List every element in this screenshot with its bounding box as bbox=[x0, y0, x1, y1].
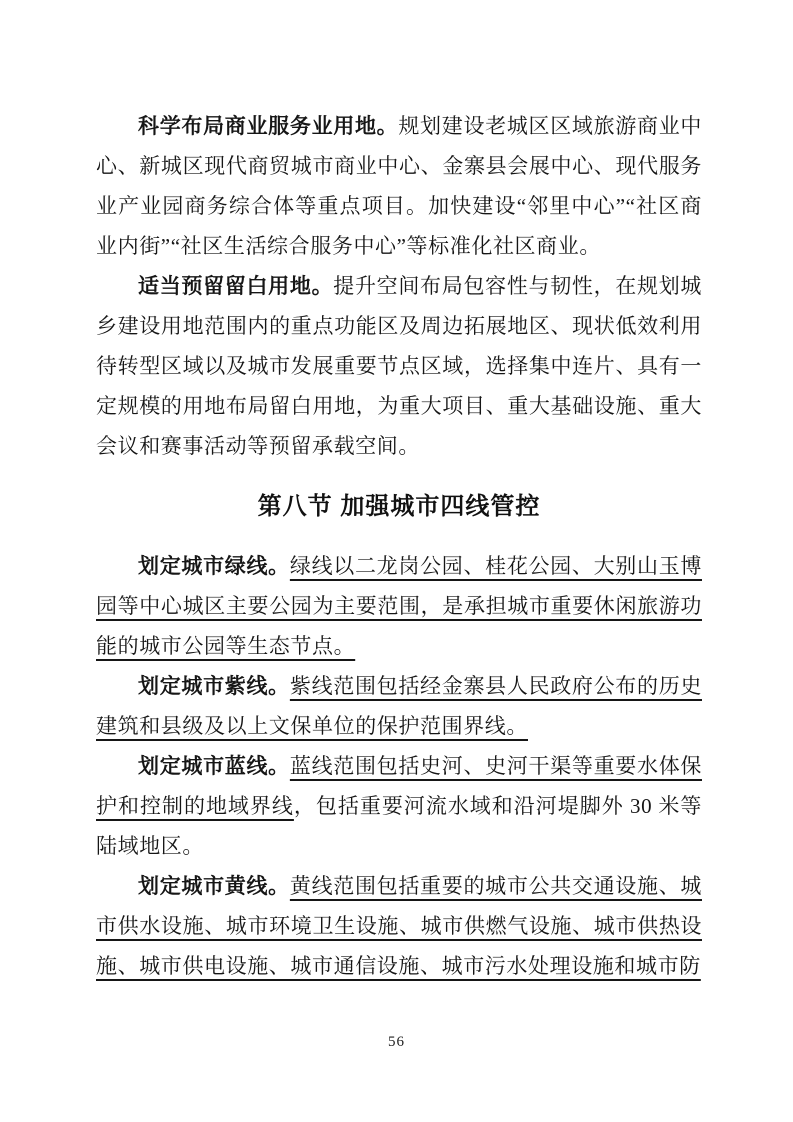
paragraph-lead: 划定城市绿线。 bbox=[138, 554, 290, 578]
underlined-text: 绿线以二龙岗公园、桂花公园、大别山玉博园等中心城区主要公园为主要范围，是承担城市重要休闲旅游功能的城市公园等生态节点。 bbox=[96, 554, 702, 658]
page-content bbox=[96, 106, 702, 986]
paragraph-text: ，包括重要河流水域和沿河堤脚外 30 米等陆域地区。 bbox=[96, 794, 702, 858]
paragraph-text: 提升空间布局包容性与韧性，在规划城乡建设用地范围内的重点功能区及周边拓展地区、现状低效利用待转型区域以及城市发展重要节点区域，选择集中连片、具有一定规模的用地布局留白用地，为重大项目、重大基础设施、重大会议和赛事活动等预留承载空间。 bbox=[96, 274, 702, 458]
paragraph-lead: 划定城市紫线。 bbox=[138, 674, 290, 698]
paragraph-text: 规划建设老城区区域旅游商业中心、新城区现代商贸城市商业中心、金寨县会展中心、现代服务业产业园商务综合体等重点项目。加快建设“邻里中心”“社区商业内街”“社区生活综合服务中心”等标准化社区商业。 bbox=[96, 114, 703, 258]
paragraph-lead: 科学布局商业服务业用地。 bbox=[138, 114, 399, 138]
underlined-text: 紫线范围包括经金寨县人民政府公布的历史建筑和县级及以上文保单位的保护范围界线。 bbox=[96, 674, 702, 738]
paragraph-purple-line bbox=[96, 666, 702, 746]
underlined-text: 蓝线范围包括史河、史河干渠等重要水体保护和控制的地域界线 bbox=[96, 754, 702, 818]
paragraph-lead: 划定城市蓝线。 bbox=[138, 754, 290, 778]
paragraph-yellow-line bbox=[96, 866, 702, 986]
paragraph-blue-line bbox=[96, 746, 702, 866]
underlined-text: 黄线范围包括重要的城市公共交通设施、城市供水设施、城市环境卫生设施、城市供燃气设施、城市供热设施、城市供电设施、城市通信设施、城市污水处理设施和城市防 bbox=[96, 874, 702, 978]
paragraph-lead: 划定城市黄线。 bbox=[138, 874, 290, 898]
paragraph-commercial-service-land bbox=[96, 106, 702, 266]
paragraph-reserved-blank-land bbox=[96, 266, 702, 466]
section-heading: 第八节 加强城市四线管控 bbox=[257, 493, 541, 520]
paragraph-lead: 适当预留留白用地。 bbox=[138, 274, 334, 298]
paragraph-green-line bbox=[96, 546, 702, 666]
page-number: 56 bbox=[388, 1034, 405, 1050]
